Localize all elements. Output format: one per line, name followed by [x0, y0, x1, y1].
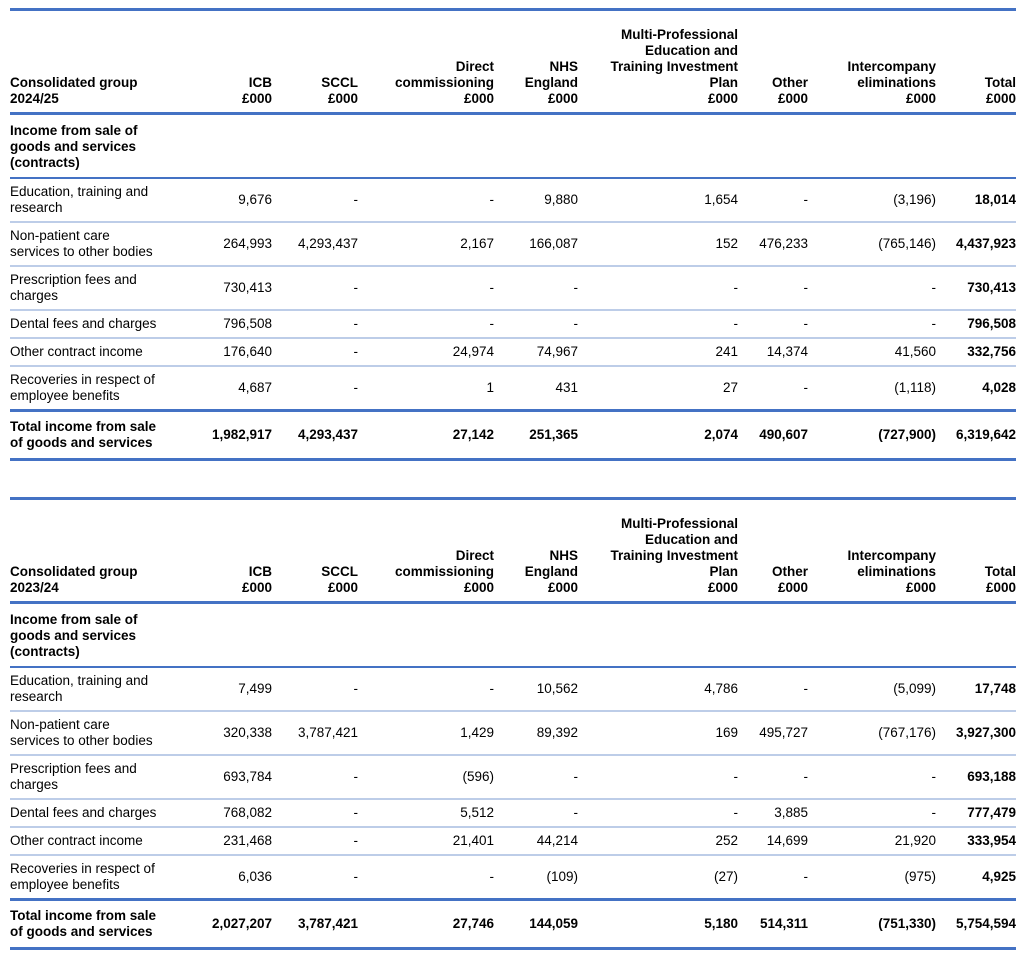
cell-value: - — [578, 755, 738, 799]
cell-value: 9,880 — [494, 178, 578, 222]
section-row — [10, 114, 1016, 179]
cell-value: - — [578, 799, 738, 827]
table-row — [10, 266, 1016, 310]
cell-value: 3,927,300 — [936, 711, 1016, 755]
cell-value: (765,146) — [808, 222, 936, 266]
total-row — [10, 411, 1016, 460]
empty-cell — [578, 114, 738, 179]
cell-value: - — [738, 366, 808, 411]
cell-value: 21,401 — [358, 827, 494, 855]
cell-value: 4,925 — [936, 855, 1016, 900]
row-label: Prescription fees and charges — [10, 755, 184, 799]
row-label: Recoveries in respect of employee benefits — [10, 366, 184, 411]
cell-value: 4,786 — [578, 667, 738, 711]
cell-value: (1,118) — [808, 366, 936, 411]
row-label: Education, training and research — [10, 667, 184, 711]
cell-value: - — [272, 310, 358, 338]
income-table-2023-24 — [10, 497, 1016, 950]
cell-value: 4,293,437 — [272, 222, 358, 266]
cell-value: - — [272, 366, 358, 411]
cell-value: 89,392 — [494, 711, 578, 755]
empty-cell — [738, 114, 808, 179]
income-table-2024-25 — [10, 8, 1016, 461]
row-label: Recoveries in respect of employee benefits — [10, 855, 184, 900]
cell-value: - — [358, 667, 494, 711]
cell-value: 4,437,923 — [936, 222, 1016, 266]
cell-value: - — [494, 799, 578, 827]
cell-value: 768,082 — [184, 799, 272, 827]
cell-value: 476,233 — [738, 222, 808, 266]
cell-value: 5,512 — [358, 799, 494, 827]
column-header: Multi-Professional Education and Training Investment Plan £000 — [578, 10, 738, 114]
cell-value: 490,607 — [738, 411, 808, 460]
cell-value: 14,699 — [738, 827, 808, 855]
column-header: Intercompany eliminations £000 — [808, 499, 936, 603]
empty-cell — [936, 603, 1016, 668]
cell-value: - — [738, 266, 808, 310]
cell-value: - — [358, 266, 494, 310]
column-header: ICB £000 — [184, 10, 272, 114]
cell-value: 4,687 — [184, 366, 272, 411]
row-label: Non-patient care services to other bodies — [10, 222, 184, 266]
section-header: Income from sale of goods and services (contracts) — [10, 603, 184, 668]
cell-value: - — [272, 266, 358, 310]
empty-cell — [184, 603, 272, 668]
cell-value: 5,754,594 — [936, 900, 1016, 949]
cell-value: - — [494, 755, 578, 799]
section-header: Income from sale of goods and services (contracts) — [10, 114, 184, 179]
cell-value: 2,167 — [358, 222, 494, 266]
cell-value: - — [738, 310, 808, 338]
cell-value: 6,036 — [184, 855, 272, 900]
empty-cell — [494, 114, 578, 179]
cell-value: - — [808, 755, 936, 799]
cell-value: - — [808, 799, 936, 827]
column-header: SCCL £000 — [272, 499, 358, 603]
section-row — [10, 603, 1016, 668]
table-row — [10, 310, 1016, 338]
empty-cell — [184, 114, 272, 179]
cell-value: 333,954 — [936, 827, 1016, 855]
cell-value: 169 — [578, 711, 738, 755]
row-label: Dental fees and charges — [10, 799, 184, 827]
cell-value: 7,499 — [184, 667, 272, 711]
cell-value: 495,727 — [738, 711, 808, 755]
column-header: Direct commissioning £000 — [358, 10, 494, 114]
table-row — [10, 338, 1016, 366]
column-header: Intercompany eliminations £000 — [808, 10, 936, 114]
cell-value: - — [272, 338, 358, 366]
cell-value: 41,560 — [808, 338, 936, 366]
cell-value: 777,479 — [936, 799, 1016, 827]
cell-value: (3,196) — [808, 178, 936, 222]
cell-value: - — [738, 667, 808, 711]
cell-value: - — [272, 827, 358, 855]
table-row — [10, 755, 1016, 799]
column-header: ICB £000 — [184, 499, 272, 603]
header-row — [10, 10, 1016, 114]
cell-value: 152 — [578, 222, 738, 266]
cell-value: 730,413 — [936, 266, 1016, 310]
cell-value: 693,188 — [936, 755, 1016, 799]
cell-value: - — [808, 310, 936, 338]
cell-value: (596) — [358, 755, 494, 799]
cell-value: 14,374 — [738, 338, 808, 366]
cell-value: 21,920 — [808, 827, 936, 855]
empty-cell — [358, 114, 494, 179]
cell-value: - — [272, 178, 358, 222]
table-title: Consolidated group 2024/25 — [10, 10, 184, 114]
table-row — [10, 827, 1016, 855]
cell-value: 796,508 — [184, 310, 272, 338]
cell-value: 6,319,642 — [936, 411, 1016, 460]
cell-value: 4,028 — [936, 366, 1016, 411]
cell-value: 1,429 — [358, 711, 494, 755]
cell-value: 3,787,421 — [272, 900, 358, 949]
column-header: NHS England £000 — [494, 10, 578, 114]
row-label: Total income from sale of goods and services — [10, 411, 184, 460]
cell-value: - — [738, 755, 808, 799]
row-label: Total income from sale of goods and services — [10, 900, 184, 949]
table-row — [10, 667, 1016, 711]
cell-value: 1,982,917 — [184, 411, 272, 460]
row-label: Other contract income — [10, 827, 184, 855]
table-row — [10, 711, 1016, 755]
table-row — [10, 799, 1016, 827]
column-header: NHS England £000 — [494, 499, 578, 603]
cell-value: 514,311 — [738, 900, 808, 949]
row-label: Education, training and research — [10, 178, 184, 222]
cell-value: - — [808, 266, 936, 310]
row-label: Other contract income — [10, 338, 184, 366]
row-label: Dental fees and charges — [10, 310, 184, 338]
cell-value: - — [272, 855, 358, 900]
cell-value: 176,640 — [184, 338, 272, 366]
cell-value: 320,338 — [184, 711, 272, 755]
column-header: Multi-Professional Education and Training Investment Plan £000 — [578, 499, 738, 603]
column-header: Other £000 — [738, 499, 808, 603]
cell-value: - — [578, 266, 738, 310]
cell-value: - — [272, 755, 358, 799]
column-header: Direct commissioning £000 — [358, 499, 494, 603]
cell-value: 252 — [578, 827, 738, 855]
column-header: SCCL £000 — [272, 10, 358, 114]
row-label: Prescription fees and charges — [10, 266, 184, 310]
cell-value: 264,993 — [184, 222, 272, 266]
cell-value: 5,180 — [578, 900, 738, 949]
cell-value: 693,784 — [184, 755, 272, 799]
cell-value: 251,365 — [494, 411, 578, 460]
cell-value: - — [738, 855, 808, 900]
cell-value: (27) — [578, 855, 738, 900]
cell-value: 27,142 — [358, 411, 494, 460]
cell-value: - — [358, 310, 494, 338]
cell-value: 1 — [358, 366, 494, 411]
cell-value: 730,413 — [184, 266, 272, 310]
cell-value: (767,176) — [808, 711, 936, 755]
cell-value: 17,748 — [936, 667, 1016, 711]
cell-value: 2,027,207 — [184, 900, 272, 949]
cell-value: - — [358, 855, 494, 900]
cell-value: 18,014 — [936, 178, 1016, 222]
table-title: Consolidated group 2023/24 — [10, 499, 184, 603]
cell-value: 231,468 — [184, 827, 272, 855]
cell-value: (109) — [494, 855, 578, 900]
row-label: Non-patient care services to other bodies — [10, 711, 184, 755]
cell-value: - — [494, 266, 578, 310]
cell-value: 144,059 — [494, 900, 578, 949]
cell-value: (751,330) — [808, 900, 936, 949]
cell-value: 2,074 — [578, 411, 738, 460]
cell-value: (975) — [808, 855, 936, 900]
cell-value: 9,676 — [184, 178, 272, 222]
cell-value: 3,787,421 — [272, 711, 358, 755]
cell-value: 24,974 — [358, 338, 494, 366]
empty-cell — [578, 603, 738, 668]
cell-value: - — [738, 178, 808, 222]
column-header: Total £000 — [936, 10, 1016, 114]
cell-value: (727,900) — [808, 411, 936, 460]
column-header: Total £000 — [936, 499, 1016, 603]
table-row — [10, 178, 1016, 222]
empty-cell — [272, 603, 358, 668]
cell-value: 4,293,437 — [272, 411, 358, 460]
cell-value: 431 — [494, 366, 578, 411]
cell-value: - — [578, 310, 738, 338]
table-row — [10, 366, 1016, 411]
cell-value: 332,756 — [936, 338, 1016, 366]
empty-cell — [272, 114, 358, 179]
cell-value: 796,508 — [936, 310, 1016, 338]
empty-cell — [936, 114, 1016, 179]
cell-value: - — [272, 799, 358, 827]
empty-cell — [808, 114, 936, 179]
cell-value: (5,099) — [808, 667, 936, 711]
cell-value: - — [272, 667, 358, 711]
cell-value: 1,654 — [578, 178, 738, 222]
table-row — [10, 855, 1016, 900]
header-row — [10, 499, 1016, 603]
cell-value: 10,562 — [494, 667, 578, 711]
empty-cell — [494, 603, 578, 668]
empty-cell — [808, 603, 936, 668]
cell-value: - — [494, 310, 578, 338]
table-row — [10, 222, 1016, 266]
cell-value: 74,967 — [494, 338, 578, 366]
cell-value: 27,746 — [358, 900, 494, 949]
cell-value: 27 — [578, 366, 738, 411]
cell-value: 241 — [578, 338, 738, 366]
empty-cell — [738, 603, 808, 668]
cell-value: 166,087 — [494, 222, 578, 266]
cell-value: 3,885 — [738, 799, 808, 827]
column-header: Other £000 — [738, 10, 808, 114]
cell-value: 44,214 — [494, 827, 578, 855]
empty-cell — [358, 603, 494, 668]
total-row — [10, 900, 1016, 949]
cell-value: - — [358, 178, 494, 222]
